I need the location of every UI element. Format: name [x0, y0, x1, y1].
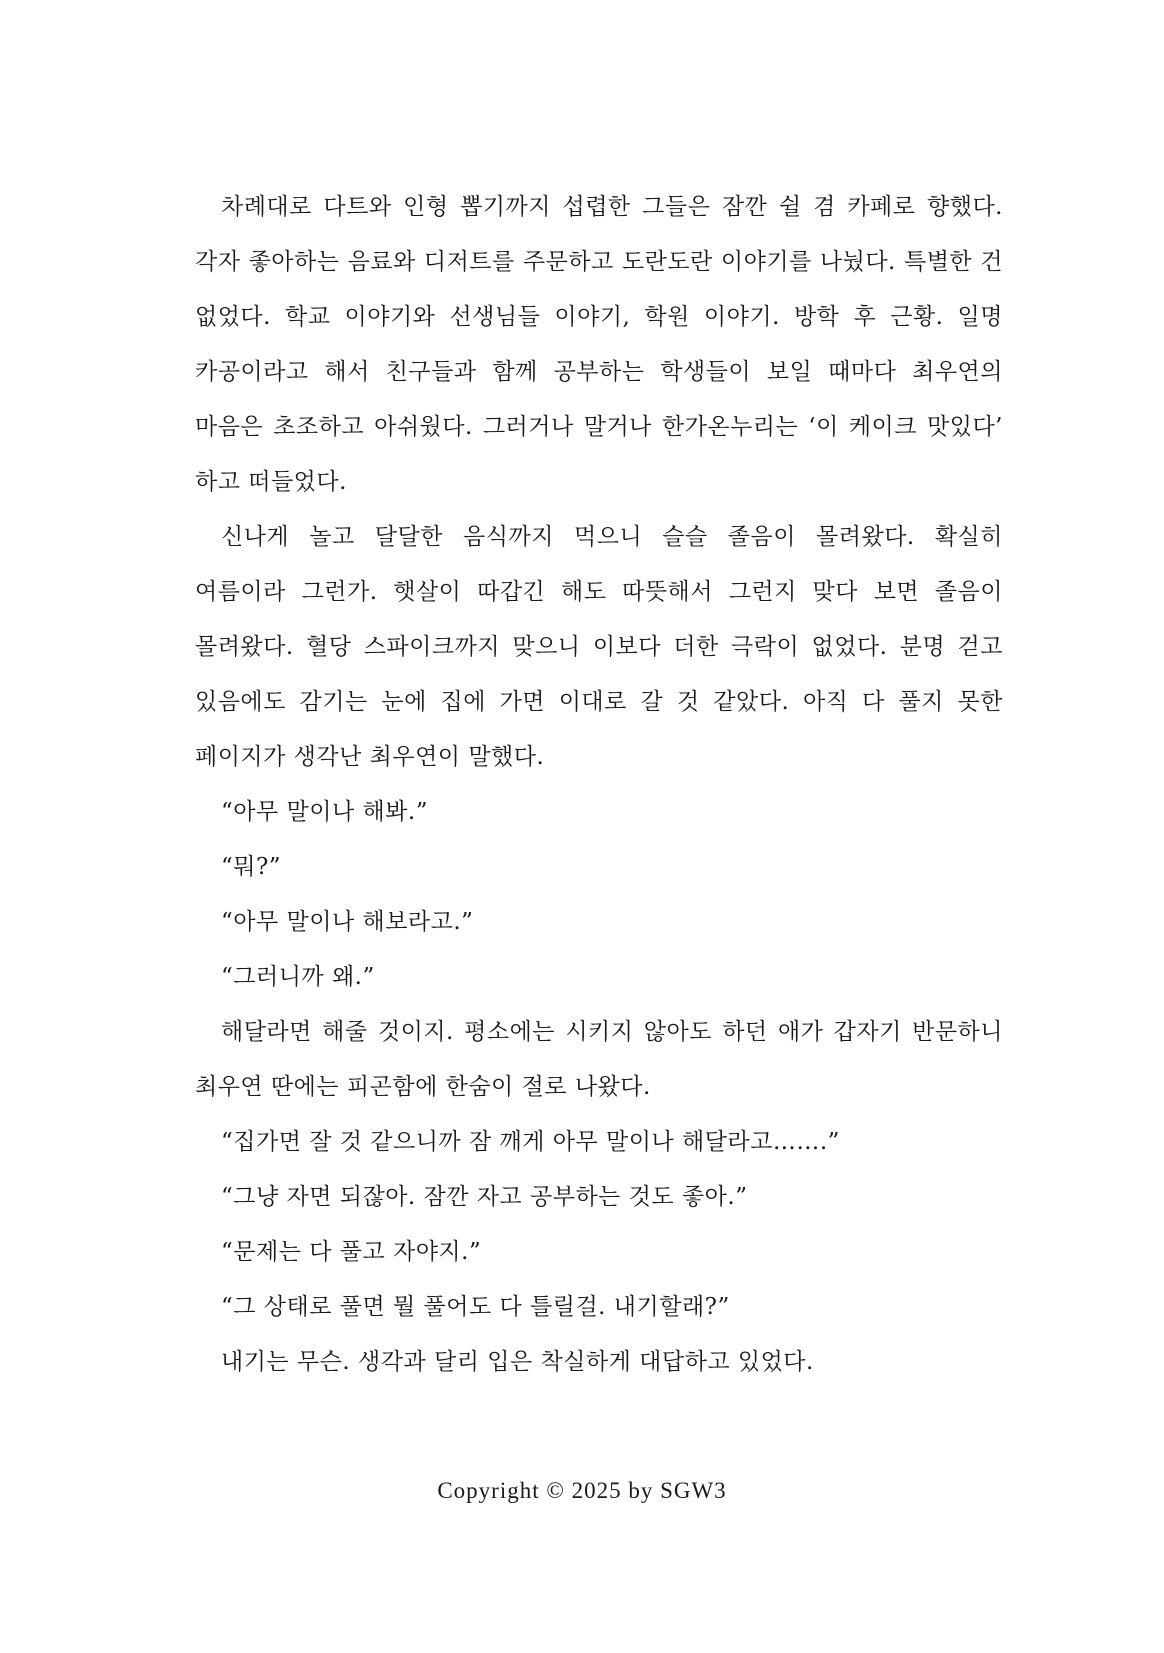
- paragraph: 신나게 놀고 달달한 음식까지 먹으니 슬슬 졸음이 몰려왔다. 확실히 여름이라 그런가. 햇살이 따갑긴 해도 따뜻해서 그런지 맞다 보면 졸음이 몰려왔다. 혈당 스파이크까지 맞으니 이보다 더한 극락이 없었다. 분명 걷고 있음에도 감기는 눈에 집에 가면 이대로 갈 것 같았다. 아직 다 풀지 못한 페이지가 생각난 최우연이 말했다.: [195, 524, 1003, 770]
- dialogue-line: “아무 말이나 해봐.”: [221, 799, 428, 825]
- copyright-footer: Copyright © 2025 by SGW3: [437, 1478, 727, 1503]
- paragraph: 내기는 무슨. 생각과 달리 입은 착실하게 대답하고 있었다.: [221, 1349, 814, 1375]
- dialogue-line: “그냥 자면 되잖아. 잠깐 자고 공부하는 것도 좋아.”: [221, 1184, 748, 1210]
- paragraph: 해달라면 해줄 것이지. 평소에는 시키지 않아도 하던 애가 갑자기 반문하니 최우연 딴에는 피곤함에 한숨이 절로 나왔다.: [195, 1019, 1003, 1100]
- dialogue-line: “문제는 다 풀고 자야지.”: [221, 1239, 482, 1265]
- dialogue-line: “그러니까 왜.”: [221, 964, 375, 990]
- dialogue-line: “그 상태로 풀면 뭘 풀어도 다 틀릴걸. 내기할래?”: [221, 1294, 730, 1320]
- paragraph: 차례대로 다트와 인형 뽑기까지 섭렵한 그들은 잠깐 쉴 겸 카페로 향했다. 각자 좋아하는 음료와 디저트를 주문하고 도란도란 이야기를 나눴다. 특별한 건 없었다. 학교 이야기와 선생님들 이야기, 학원 이야기. 방학 후 근황. 일명 카공이라고 해서 친구들과 함께 공부하는 학생들이 보일 때마다 최우연의 마음은 초조하고 아쉬웠다. 그러거나 말거나 한가온누리는 ‘이 케이크 맛있다’ 하고 떠들었다.: [195, 194, 1003, 495]
- dialogue-line: “집가면 잘 것 같으니까 잠 깨게 아무 말이나 해달라고…….”: [221, 1129, 840, 1155]
- dialogue-line: “아무 말이나 해보라고.”: [221, 909, 474, 935]
- body-text: [195, 180, 1003, 1390]
- dialogue-line: “뭐?”: [221, 854, 282, 880]
